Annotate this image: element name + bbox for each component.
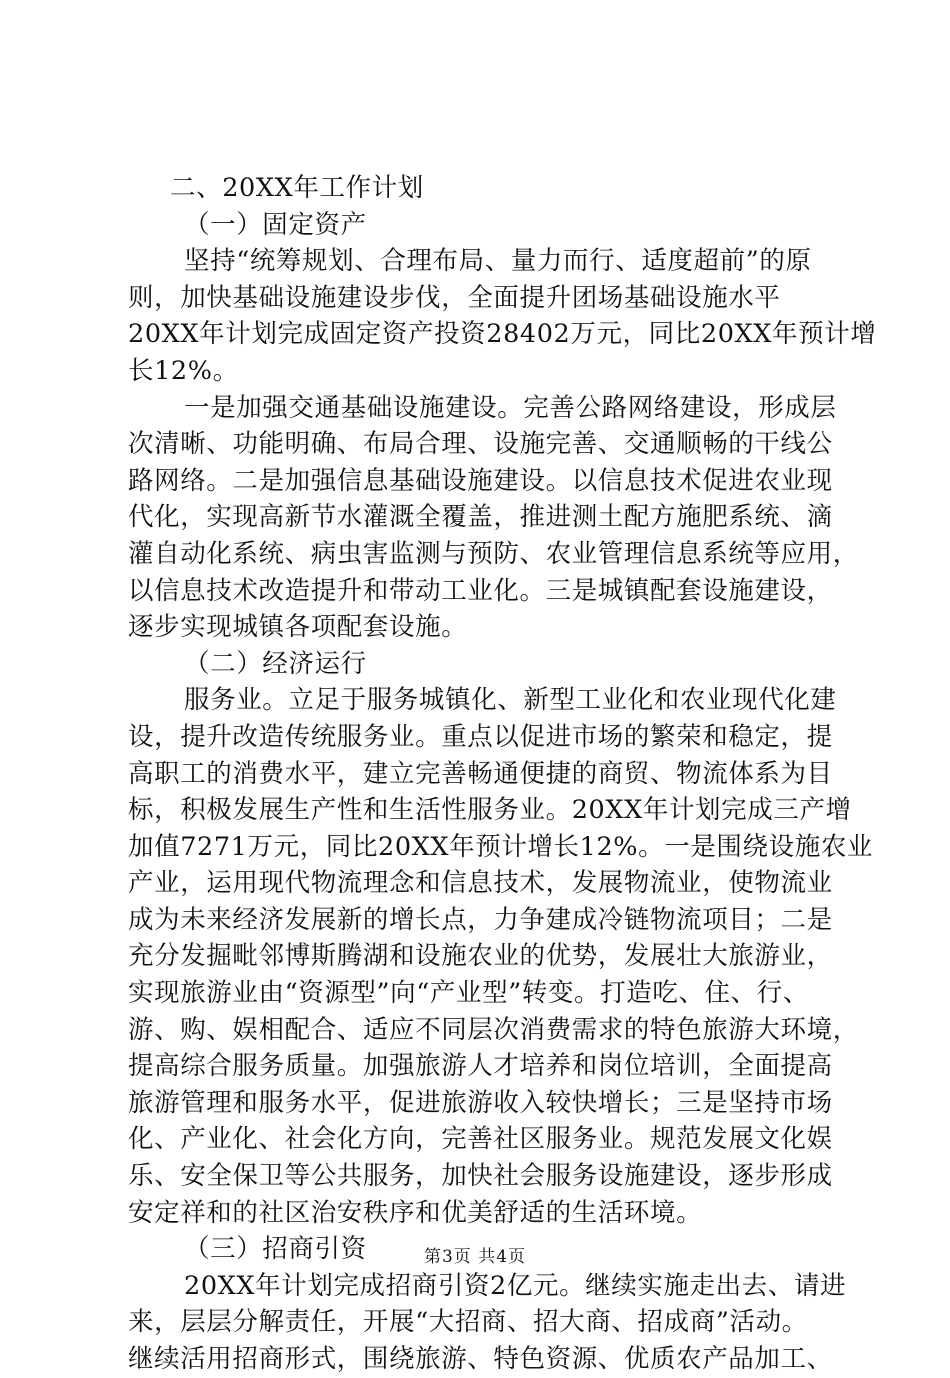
paragraph-line: 游、购、娱相配合、适应不同层次消费需求的特色旅游大环境， (128, 1014, 859, 1045)
paragraph-line: 继续活用招商形式，围绕旅游、特色资源、优质农产品加工、 (128, 1344, 833, 1374)
paragraph-line: 乐、安全保卫等公共服务，加快社会服务设施建设，逐步形成 (128, 1161, 833, 1192)
paragraph-line: 次清晰、功能明确、布局合理、设施完善、交通顺畅的干线公 (128, 429, 833, 460)
paragraph-line: 充分发掘毗邻博斯腾湖和设施农业的优势，发展壮大旅游业， (128, 941, 833, 972)
paragraph-line: 20XX年计划完成招商引资2亿元。继续实施走出去、请进 (184, 1270, 847, 1301)
paragraph-line: 路网络。二是加强信息基础设施建设。以信息技术促进农业现 (128, 465, 833, 496)
paragraph-line: 逐步实现城镇各项配套设施。 (128, 612, 468, 643)
paragraph-line: 则，加快基础设施建设步伐，全面提升团场基础设施水平 (128, 282, 781, 313)
paragraph-line: 以信息技术改造提升和带动工业化。三是城镇配套设施建设， (128, 575, 833, 606)
paragraph-line: 标，积极发展生产性和生活性服务业。20XX年计划完成三产增 (128, 795, 852, 826)
document-body (128, 170, 877, 1378)
subsection-heading: （三）招商引资 (184, 1234, 367, 1265)
paragraph-line: 加值7271万元，同比20XX年预计增长12%。一是围绕设施农业 (128, 831, 874, 862)
paragraph-line: 旅游管理和服务水平，促进旅游收入较快增长；三是坚持市场 (128, 1087, 833, 1118)
paragraph-line: 成为未来经济发展新的增长点，力争建成冷链物流项目；二是 (128, 904, 833, 935)
paragraph-line: 高职工的消费水平，建立完善畅通便捷的商贸、物流体系为目 (128, 758, 833, 789)
paragraph-line: 实现旅游业由“资源型”向“产业型”转变。打造吃、住、行、 (128, 978, 809, 1009)
section-heading: 二、20XX年工作计划 (170, 173, 424, 203)
subsection-heading: （一）固定资产 (184, 209, 367, 240)
paragraph-line: 一是加强交通基础设施建设。完善公路网络建设，形成层 (184, 392, 837, 423)
paragraph-line: 安定祥和的社区治安秩序和优美舒适的生活环境。 (128, 1197, 703, 1228)
paragraph-line: 设，提升改造传统服务业。重点以促进市场的繁荣和稳定，提 (128, 721, 833, 752)
paragraph-line: 代化，实现高新节水灌溉全覆盖，推进测土配方施肥系统、滴 (128, 502, 833, 533)
paragraph-line: 坚持“统筹规划、合理布局、量力而行、适度超前”的原 (184, 246, 812, 277)
paragraph-line: 灌自动化系统、病虫害监测与预防、农业管理信息系统等应用， (128, 538, 859, 569)
paragraph-line: 来，层层分解责任，开展“大招商、招大商、招成商”活动。 (128, 1307, 808, 1338)
paragraph-line: 20XX年计划完成固定资产投资28402万元，同比20XX年预计增 (128, 319, 877, 350)
page-number-footer: 第3页 共4页 (423, 1247, 527, 1267)
paragraph-line: 提高综合服务质量。加强旅游人才培养和岗位培训，全面提高 (128, 1051, 833, 1082)
paragraph-line: 长12%。 (128, 355, 239, 386)
subsection-heading: （二）经济运行 (184, 648, 367, 679)
paragraph-line: 产业，运用现代物流理念和信息技术，发展物流业，使物流业 (128, 868, 833, 899)
paragraph-line: 服务业。立足于服务城镇化、新型工业化和农业现代化建 (184, 685, 837, 716)
paragraph-line: 化、产业化、社会化方向，完善社区服务业。规范发展文化娱 (128, 1124, 833, 1155)
